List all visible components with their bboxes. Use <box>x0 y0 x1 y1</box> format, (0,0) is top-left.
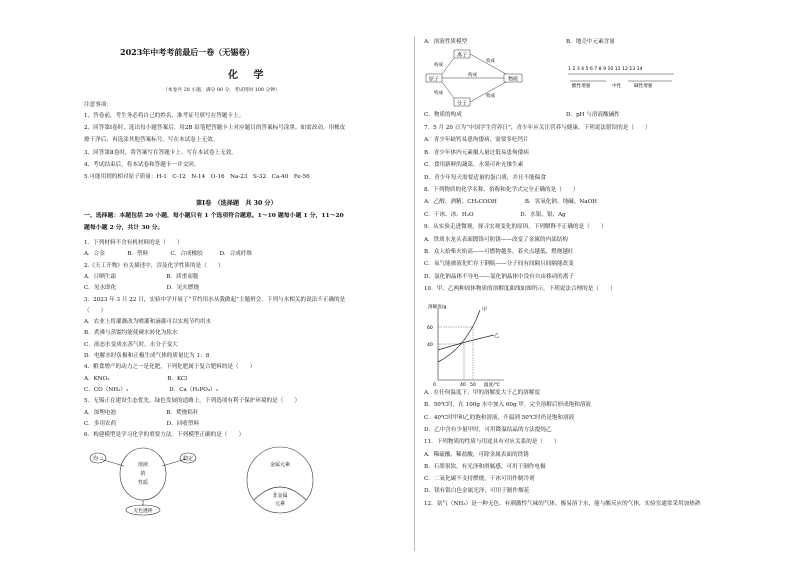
model-label-stable: 稳定 <box>182 456 194 462</box>
graph-xlabel: 温度/℃ <box>484 383 500 388</box>
model-label-of: 的 <box>140 471 146 477</box>
model-label-element: 元素 <box>274 501 286 507</box>
ph-base: 碱性增强 <box>634 84 653 89</box>
left-line-5: C．见水即化 D．见火燃烧 <box>84 285 200 292</box>
right-line2-3: C．40℃时甲和乙的饱和溶液，升温到 50℃时仍是饱和溶液 <box>424 414 575 421</box>
left-line-17: C．多用农药 D．回收塑料 <box>84 420 200 427</box>
left-line-18: 6．构建模型是学习化学的重要方法。下列模型正确的是（ ） <box>84 432 245 439</box>
section-instruction-2: 题每小题 2 分，共计 30 分。 <box>84 224 164 231</box>
left-line-11: D．电解水时负极和正极生成气体的质量比为 1：8 <box>84 353 210 359</box>
right-line2-9: D．镁有银白色金属光泽，可用于制作烟花 <box>424 488 530 495</box>
model-label-metal: 金属元素 <box>269 462 291 468</box>
option-d-model: D．pH 与溶液酸碱性 <box>566 112 620 118</box>
right-line2-4: D．乙中含有少量甲时，可用降温结晶的方法提纯乙 <box>424 426 552 433</box>
option-a-model: A．溶液性质模型 <box>424 39 468 45</box>
left-line-14: C．CO（NH₂）₂ D．Ca（H₂PO₄）₂ <box>84 386 218 393</box>
right-line-14: 10．甲、乙两种固体物质的溶解度曲线如图所示。下列说法合理的是（ ） <box>424 286 616 293</box>
option-c-model: C．物质的构成 <box>424 112 462 118</box>
right-line2-8: C．二氧化碳不支持燃烧，干冰可用作制冷剂 <box>424 476 535 483</box>
column-divider <box>414 36 415 551</box>
right-line2-7: B．石墨很软，有光泽和滑腻感，可用于制作电极 <box>424 463 546 470</box>
right-line2-10: 12．氨气（NH₃）是一种无色、有刺激性气味的气体，极易溶于水，能与酸反应的气体，实验室通常采用加热熟 <box>424 500 701 507</box>
left-line-15: 5．无锡正在建设生态优先，绿色发展的道路上。下列选项有利于保护环境的是（ ） <box>84 398 301 405</box>
right-line-2: A．青少年缺钙易患佝偻病，需要多吃钙片 <box>424 137 529 144</box>
left-line-12: 4．粮食增产的动力之一是化肥。下列化肥属于复合肥料的是（ ） <box>84 364 256 371</box>
model-ion: 离子 <box>456 52 468 59</box>
graph-x40: 40 <box>460 383 466 388</box>
right-line-1: 7．5 月 20 日为“中国学生营养日”，青少年应关注营养与健康。下列说法错误的是（ ） <box>424 125 651 131</box>
left-line-3: 2.《天工开物》有关描述中，涉及化学性质的是（ ） <box>84 262 224 269</box>
curve-jia <box>438 310 480 362</box>
right-line-3: B．青少年体内元素摄入量过低易患佝偻病 <box>424 149 529 156</box>
right-line2-5: 11．下列物质的性质与用途具有对应关系的是（ ） <box>424 439 560 446</box>
right-line-7: A．乙醇、酒精、CH₃COOH B．氢氧化钠、纯碱、NaOH <box>424 199 598 206</box>
right-line-10: A．铁质水龙头表面镀铬可防锈——改变了金属的内部结构 <box>424 236 568 243</box>
left-line-9: B．煮沸与蒸馏均能使硬水转化为软水 <box>84 330 178 337</box>
notice-line-3: 擦干净后，再选涂其他答案标号。写在本试卷上无效。 <box>84 137 219 144</box>
section-instruction-1: 一、选择题：本题包括 20 小题，每小题只有 1 个选项符合题意。1～10 题每小题 1 分，11～20 <box>84 212 344 219</box>
left-line-2: A．合金 B．塑料 C．合成橡胶 D．合成纤维 <box>84 251 252 258</box>
graph-jia: 甲 <box>482 307 488 313</box>
notice-heading: 注意事项： <box>84 102 112 108</box>
model-atom: 原子 <box>428 76 440 83</box>
graph-y60: 60 <box>427 326 433 331</box>
exam-meta: （本卷共 28 小题，满分 80 分，考试用时 100 分钟） <box>163 88 280 93</box>
right-line-6: 8．下列物质的化学名称、俗称和化学式完全正确的是（ ） <box>424 187 579 193</box>
right-line-9: 9．从实验走进微观，探寻宏观变化的原因。下列解释不正确的是（ ） <box>424 224 607 231</box>
exam-title: 2023年中考考前最后一卷（无锡卷） <box>120 47 255 57</box>
solubility-chart <box>424 302 534 388</box>
notice-line-6: 5.可能用到的相对原子质量：H-1 C-12 N-14 O-16 Na-23 S-32 Ca-40 Fe-56 <box>84 174 310 180</box>
model-label-property: 性质 <box>137 480 149 486</box>
left-line-6: 3．2023 年 3 月 22 日，实验中学开展了“节约用水从我做起”主题班会。下列与水相关的说法不正确的是 <box>84 296 346 303</box>
notice-line-4: 3、回答第Ⅱ卷时，将答案写在答题卡上。写在本试卷上无效。 <box>84 149 237 156</box>
right-line2-6: A．稀硫酸、稀盐酸，可除金属表面的铁锈 <box>424 451 529 458</box>
ph-neutral: 中性 <box>612 84 622 89</box>
model-ph-scale <box>562 64 682 94</box>
model-composes-4: 构成 <box>434 91 443 96</box>
subject-title: 化 学 <box>228 70 270 81</box>
left-line-1: 1．下列材料不含有机材料的是（ ） <box>84 240 183 246</box>
graph-x0: 0 <box>433 383 436 388</box>
ph-acid: 酸性增强 <box>572 84 591 89</box>
model-label-uniform: 均一 <box>92 456 104 462</box>
right-line2-2: B．50℃时，在 100g 水中加入 60g 甲，完全溶解后形成饱和溶液 <box>424 402 592 409</box>
notice-line-2: 2、回答第Ⅰ卷时，选出每小题答案后，用2B 铅笔把答题卡上对应题目的答案标号涂黑。如需改动，用橡皮 <box>84 125 346 132</box>
model-composes-5: 构成 <box>486 94 495 99</box>
left-line-7: （ ） <box>84 307 107 314</box>
model-crust-elements <box>240 444 320 518</box>
model-composes-2: 构成 <box>486 59 495 64</box>
model-label-nonmetal: 非金属 <box>272 493 288 499</box>
right-line-12: C．氧气能被液化贮存于钢瓶——分子间有间隔且间隔能改变 <box>424 261 574 268</box>
notice-line-5: 4、考试结束后，将本试卷和答题卡一并交回。 <box>84 161 200 168</box>
right-line-8: C．干冰、冰、H₂O D．水银、银、Ag <box>424 211 566 218</box>
right-line-13: D．氯化钠晶体不导电——氯化钠晶体中没有自由移动的离子 <box>424 273 574 280</box>
left-line-4: A．日晒生霜 B．质重而脆 <box>84 273 199 280</box>
graph-y40: 40 <box>427 343 433 348</box>
model-label-solution: 溶液 <box>137 462 149 468</box>
model-composes-3: 构成 <box>468 73 477 78</box>
option-b-model: B．地壳中元素含量 <box>566 39 615 45</box>
right-line-4: C．食用新鲜的蔬菜，水果可补充维生素 <box>424 162 524 169</box>
graph-x50: 50 <box>470 383 476 388</box>
right-line-11: B．众人拾柴火焰高——可燃物越多，着火点越低，燃烧越旺 <box>424 249 574 255</box>
part1-heading: 第Ⅰ卷 （选择题 共 30 分） <box>196 200 277 207</box>
left-line-8: A．农业上将灌溉改为喷灌和滴灌可以实现节约用水 <box>84 319 212 326</box>
model-label-colorless: 无色透明 <box>133 509 153 514</box>
model-substance-structure <box>424 48 534 110</box>
left-line-13: A．KNO₃ B．KCl <box>84 375 188 382</box>
graph-yi: 乙 <box>494 333 500 339</box>
model-composes-1: 构成 <box>434 63 443 68</box>
right-line-5: D．青少年每天需要适量的蛋白质，并且不能偏食 <box>424 174 546 181</box>
ph-ticks: 1 2 3 4 5 6 7 8 9 10 11 12 13 14 <box>568 67 643 72</box>
model-molecule: 分子 <box>456 100 468 107</box>
graph-ylabel: 溶解度/g <box>428 305 447 310</box>
left-line-10: C．液态水变成水蒸气时，水分子变大 <box>84 341 178 348</box>
notice-line-1: 1、答卷前，考生务必将自己的姓名、准考证号填写在答题卡上。 <box>84 113 245 119</box>
left-line-16: A．深埋电池 B．焚烧秸秆 <box>84 409 199 416</box>
model-substance: 物质 <box>507 76 519 83</box>
right-line2-1: A．在任何温度下，甲的溶解度大于乙的溶解度 <box>424 390 540 396</box>
model-solution-properties <box>88 444 198 516</box>
